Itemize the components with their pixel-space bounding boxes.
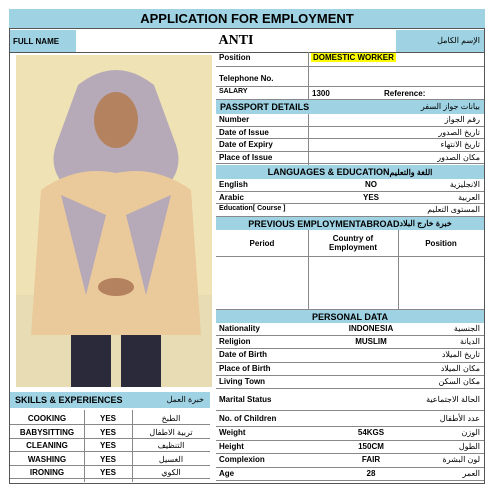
skill-label: COOKING bbox=[27, 414, 67, 423]
personal-row-arabic: مكان الميلاد bbox=[440, 363, 480, 373]
skill-arabic: الغسيل bbox=[158, 454, 184, 464]
passport-row bbox=[216, 127, 484, 140]
skills-header-label: SKILLS & EXPERIENCES bbox=[15, 395, 123, 405]
telephone-row bbox=[216, 73, 484, 87]
language-row-arabic: المستوى التعليم bbox=[427, 205, 480, 214]
personal-row-arabic: الديانة bbox=[459, 337, 480, 347]
stat-row-value: 54KGS bbox=[357, 428, 385, 437]
language-row-label: Arabic bbox=[219, 192, 244, 202]
full-name-value: ANTI bbox=[218, 33, 254, 48]
skill-value: YES bbox=[99, 427, 116, 437]
form-title: APPLICATION FOR EMPLOYMENT bbox=[9, 9, 485, 29]
skill-label: BABYSITTING bbox=[19, 427, 75, 437]
languages-header bbox=[216, 165, 484, 179]
stat-row bbox=[216, 454, 484, 468]
previous-header bbox=[216, 217, 484, 230]
languages-header-label: LANGUAGES & EDUCATION bbox=[267, 167, 390, 177]
stat-row bbox=[216, 427, 484, 441]
passport-header bbox=[216, 100, 484, 114]
col-period: Period bbox=[249, 238, 275, 248]
skill-row bbox=[10, 439, 210, 452]
skill-row bbox=[10, 466, 210, 479]
language-row-value: YES bbox=[362, 192, 379, 202]
passport-header-label: PASSPORT DETAILS bbox=[220, 102, 310, 112]
passport-row-label: Place of Issue bbox=[219, 152, 273, 162]
language-row bbox=[216, 192, 484, 205]
personal-row bbox=[216, 376, 484, 389]
stat-row-value: 150CM bbox=[358, 441, 384, 451]
stat-row-arabic: العمر bbox=[462, 468, 480, 478]
stat-row-label: Complexion bbox=[219, 455, 265, 464]
stat-row-label: Weight bbox=[219, 428, 246, 437]
salary-value: 1300 bbox=[312, 89, 330, 98]
skills-header bbox=[10, 392, 210, 408]
position-label: Position bbox=[219, 53, 251, 62]
language-row-label: English bbox=[219, 180, 248, 189]
marital-row bbox=[216, 389, 484, 411]
personal-row-arabic: الجنسية bbox=[453, 324, 480, 333]
stat-row-label: Age bbox=[219, 468, 235, 478]
passport-row-arabic: رقم الجواز bbox=[444, 115, 480, 124]
skill-value: YES bbox=[99, 414, 116, 423]
passport-row-arabic: تاريخ الصدور bbox=[438, 127, 480, 137]
personal-row-label: Religion bbox=[219, 337, 251, 347]
skill-value: YES bbox=[99, 441, 116, 450]
passport-row bbox=[216, 114, 484, 127]
skill-label: IRONING bbox=[29, 468, 65, 477]
passport-row-label: Number bbox=[219, 115, 250, 124]
personal-row-label: Place of Birth bbox=[219, 363, 271, 373]
passport-row bbox=[216, 139, 484, 152]
personal-row-arabic: مكان السكن bbox=[438, 376, 480, 386]
marital-arabic: الحالة الاجتماعية bbox=[426, 395, 480, 404]
skill-arabic: تربية الاطفال bbox=[149, 427, 193, 437]
skill-row bbox=[10, 412, 210, 425]
col-country: Country of Employment bbox=[328, 234, 377, 252]
passport-row-label: Date of Expiry bbox=[219, 140, 273, 149]
skill-value: YES bbox=[99, 468, 116, 477]
personal-header: PERSONAL DATA bbox=[216, 310, 484, 323]
previous-table bbox=[216, 230, 484, 310]
stat-row-arabic: لون البشرة bbox=[442, 455, 480, 464]
personal-row bbox=[216, 336, 484, 349]
personal-row bbox=[216, 323, 484, 336]
skill-arabic: التنظيف bbox=[157, 441, 185, 450]
personal-row bbox=[216, 363, 484, 376]
personal-row-arabic: تاريخ الميلاد bbox=[441, 350, 480, 360]
children-row bbox=[216, 411, 484, 427]
skill-value: YES bbox=[99, 454, 116, 464]
stat-row bbox=[216, 441, 484, 455]
personal-row bbox=[216, 349, 484, 362]
personal-row-label: Living Town bbox=[219, 376, 266, 386]
previous-header-label: PREVIOUS EMPLOYMENTABROAD bbox=[248, 218, 400, 229]
stat-row-arabic: الوزن bbox=[461, 428, 480, 437]
telephone-label: Telephone No. bbox=[219, 74, 274, 83]
language-row bbox=[216, 179, 484, 192]
full-name-label: FULL NAME bbox=[10, 30, 76, 52]
personal-row-label: Nationality bbox=[219, 324, 260, 333]
applicant-photo bbox=[16, 55, 212, 387]
language-row-label: Education[ Course ] bbox=[219, 205, 286, 212]
position-row bbox=[216, 52, 484, 67]
position-value: DOMESTIC WORKER bbox=[313, 53, 394, 62]
skill-row bbox=[10, 453, 210, 466]
children-arabic: عدد الأطفال bbox=[439, 414, 480, 423]
personal-row-value: MUSLIM bbox=[355, 337, 387, 347]
passport-row-arabic: مكان الصدور bbox=[437, 152, 480, 162]
full-name-arabic: الإسم الكامل bbox=[396, 30, 484, 52]
stat-row-label: Height bbox=[219, 441, 244, 451]
passport-header-arabic: بيانات جواز السفر bbox=[420, 102, 480, 111]
skill-label: WASHING bbox=[27, 454, 67, 464]
skill-row bbox=[10, 426, 210, 439]
skill-arabic: الطبخ bbox=[161, 414, 181, 423]
language-row bbox=[216, 204, 484, 217]
reference-label: Reference: bbox=[384, 89, 426, 98]
passport-row bbox=[216, 152, 484, 165]
skill-arabic: الكوي bbox=[161, 468, 181, 477]
salary-row bbox=[216, 87, 484, 100]
personal-row-label: Date of Birth bbox=[219, 350, 267, 360]
passport-row-label: Date of Issue bbox=[219, 127, 269, 137]
marital-label: Marital Status bbox=[219, 395, 272, 404]
language-row-value: NO bbox=[365, 180, 377, 189]
stat-row-value: FAIR bbox=[361, 455, 381, 464]
personal-row-value: INDONESIA bbox=[348, 324, 394, 333]
col-position: Position bbox=[425, 238, 457, 248]
stat-row-arabic: الطول bbox=[458, 441, 480, 451]
stat-row bbox=[216, 468, 484, 482]
skills-header-arabic: خبرة العمل bbox=[166, 395, 204, 404]
salary-label: SALARY bbox=[219, 88, 248, 95]
passport-row-arabic: تاريخ الانتهاء bbox=[440, 140, 480, 149]
previous-header-arabic: خبرة خارج البلاد bbox=[399, 219, 452, 228]
skill-label: CLEANING bbox=[26, 441, 68, 450]
language-row-arabic: الانجليزية bbox=[449, 180, 480, 189]
languages-header-arabic: اللغة والتعليم bbox=[389, 167, 433, 177]
language-row-arabic: العربية bbox=[458, 192, 480, 202]
stat-row-value: 28 bbox=[366, 468, 376, 478]
children-label: No. of Children bbox=[219, 414, 277, 423]
